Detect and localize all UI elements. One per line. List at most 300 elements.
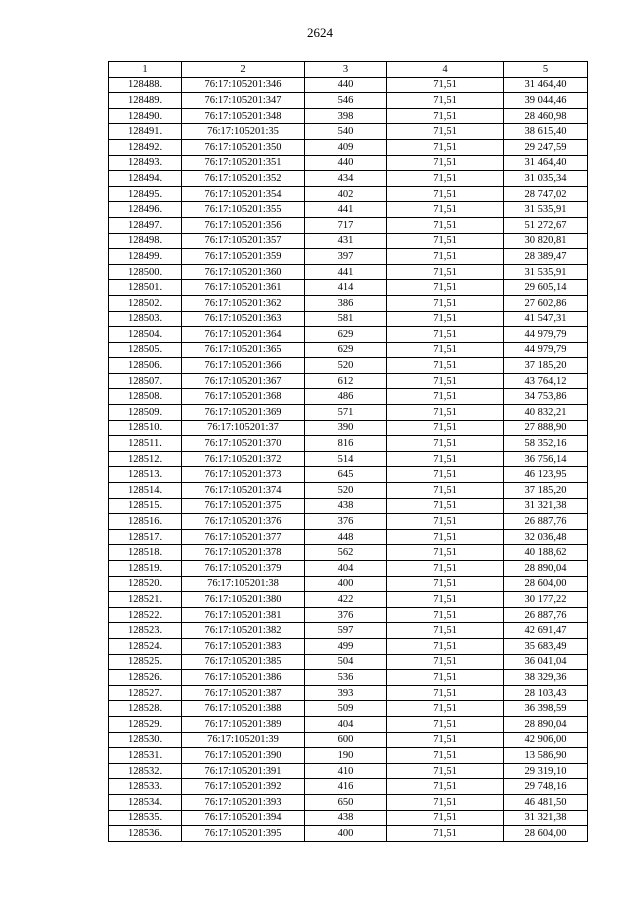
value-cell: 36 398,59 xyxy=(504,701,588,717)
table-row xyxy=(109,249,588,265)
table-row xyxy=(109,451,588,467)
value-cell: 13 586,90 xyxy=(504,748,588,764)
value-cell: 51 272,67 xyxy=(504,217,588,233)
value-cell: 36 756,14 xyxy=(504,451,588,467)
row-number-cell: 128490. xyxy=(109,108,182,124)
area-cell: 190 xyxy=(305,748,387,764)
row-number-cell: 128488. xyxy=(109,77,182,93)
row-number-cell: 128492. xyxy=(109,139,182,155)
area-cell: 404 xyxy=(305,716,387,732)
area-cell: 438 xyxy=(305,810,387,826)
table-row xyxy=(109,93,588,109)
row-number-cell: 128506. xyxy=(109,358,182,374)
value-cell: 46 481,50 xyxy=(504,794,588,810)
area-cell: 571 xyxy=(305,405,387,421)
area-cell: 397 xyxy=(305,249,387,265)
area-cell: 431 xyxy=(305,233,387,249)
table-row xyxy=(109,779,588,795)
table-row xyxy=(109,763,588,779)
rate-cell: 71,51 xyxy=(387,654,504,670)
cadastral-number-cell: 76:17:105201:374 xyxy=(182,483,305,499)
row-number-cell: 128520. xyxy=(109,576,182,592)
cadastral-number-cell: 76:17:105201:372 xyxy=(182,451,305,467)
row-number-cell: 128507. xyxy=(109,373,182,389)
row-number-cell: 128498. xyxy=(109,233,182,249)
cadastral-number-cell: 76:17:105201:346 xyxy=(182,77,305,93)
value-cell: 30 177,22 xyxy=(504,592,588,608)
row-number-cell: 128512. xyxy=(109,451,182,467)
rate-cell: 71,51 xyxy=(387,716,504,732)
area-cell: 581 xyxy=(305,311,387,327)
area-cell: 540 xyxy=(305,124,387,140)
cadastral-number-cell: 76:17:105201:390 xyxy=(182,748,305,764)
table-row xyxy=(109,295,588,311)
table-row xyxy=(109,171,588,187)
table-row xyxy=(109,592,588,608)
cadastral-number-cell: 76:17:105201:385 xyxy=(182,654,305,670)
table-row xyxy=(109,794,588,810)
cadastral-number-cell: 76:17:105201:395 xyxy=(182,826,305,842)
rate-cell: 71,51 xyxy=(387,483,504,499)
table-row xyxy=(109,139,588,155)
rate-cell: 71,51 xyxy=(387,732,504,748)
area-cell: 717 xyxy=(305,217,387,233)
rate-cell: 71,51 xyxy=(387,155,504,171)
cadastral-number-cell: 76:17:105201:368 xyxy=(182,389,305,405)
cadastral-number-cell: 76:17:105201:365 xyxy=(182,342,305,358)
cadastral-number-cell: 76:17:105201:354 xyxy=(182,186,305,202)
cadastral-number-cell: 76:17:105201:38 xyxy=(182,576,305,592)
value-cell: 31 464,40 xyxy=(504,155,588,171)
value-cell: 28 389,47 xyxy=(504,249,588,265)
table-row xyxy=(109,498,588,514)
row-number-cell: 128531. xyxy=(109,748,182,764)
value-cell: 34 753,86 xyxy=(504,389,588,405)
cadastral-number-cell: 76:17:105201:355 xyxy=(182,202,305,218)
rate-cell: 71,51 xyxy=(387,327,504,343)
table-row xyxy=(109,358,588,374)
table-row xyxy=(109,607,588,623)
rate-cell: 71,51 xyxy=(387,514,504,530)
value-cell: 41 547,31 xyxy=(504,311,588,327)
cadastral-number-cell: 76:17:105201:375 xyxy=(182,498,305,514)
area-cell: 390 xyxy=(305,420,387,436)
area-cell: 414 xyxy=(305,280,387,296)
row-number-cell: 128517. xyxy=(109,529,182,545)
cadastral-number-cell: 76:17:105201:351 xyxy=(182,155,305,171)
rate-cell: 71,51 xyxy=(387,576,504,592)
area-cell: 434 xyxy=(305,171,387,187)
value-cell: 30 820,81 xyxy=(504,233,588,249)
area-cell: 520 xyxy=(305,483,387,499)
rate-cell: 71,51 xyxy=(387,748,504,764)
land-parcel-table xyxy=(108,61,588,842)
row-number-cell: 128514. xyxy=(109,483,182,499)
area-cell: 486 xyxy=(305,389,387,405)
rate-cell: 71,51 xyxy=(387,405,504,421)
value-cell: 31 035,34 xyxy=(504,171,588,187)
table-row xyxy=(109,311,588,327)
row-number-cell: 128500. xyxy=(109,264,182,280)
area-cell: 376 xyxy=(305,514,387,530)
row-number-cell: 128525. xyxy=(109,654,182,670)
value-cell: 36 041,04 xyxy=(504,654,588,670)
rate-cell: 71,51 xyxy=(387,295,504,311)
table-row xyxy=(109,545,588,561)
rate-cell: 71,51 xyxy=(387,685,504,701)
value-cell: 43 764,12 xyxy=(504,373,588,389)
cadastral-number-cell: 76:17:105201:391 xyxy=(182,763,305,779)
rate-cell: 71,51 xyxy=(387,311,504,327)
area-cell: 816 xyxy=(305,436,387,452)
column-header: 1 xyxy=(109,62,182,78)
value-cell: 37 185,20 xyxy=(504,483,588,499)
table-row xyxy=(109,186,588,202)
row-number-cell: 128504. xyxy=(109,327,182,343)
rate-cell: 71,51 xyxy=(387,186,504,202)
value-cell: 42 691,47 xyxy=(504,623,588,639)
area-cell: 409 xyxy=(305,139,387,155)
column-header: 2 xyxy=(182,62,305,78)
rate-cell: 71,51 xyxy=(387,436,504,452)
rate-cell: 71,51 xyxy=(387,202,504,218)
value-cell: 39 044,46 xyxy=(504,93,588,109)
rate-cell: 71,51 xyxy=(387,217,504,233)
area-cell: 441 xyxy=(305,202,387,218)
row-number-cell: 128535. xyxy=(109,810,182,826)
rate-cell: 71,51 xyxy=(387,108,504,124)
row-number-cell: 128529. xyxy=(109,716,182,732)
column-header: 4 xyxy=(387,62,504,78)
table-row xyxy=(109,264,588,280)
rate-cell: 71,51 xyxy=(387,592,504,608)
value-cell: 38 329,36 xyxy=(504,670,588,686)
rate-cell: 71,51 xyxy=(387,763,504,779)
area-cell: 441 xyxy=(305,264,387,280)
value-cell: 26 887,76 xyxy=(504,607,588,623)
row-number-cell: 128521. xyxy=(109,592,182,608)
rate-cell: 71,51 xyxy=(387,794,504,810)
row-number-cell: 128532. xyxy=(109,763,182,779)
cadastral-number-cell: 76:17:105201:362 xyxy=(182,295,305,311)
area-cell: 376 xyxy=(305,607,387,623)
column-header: 5 xyxy=(504,62,588,78)
area-cell: 440 xyxy=(305,155,387,171)
value-cell: 26 887,76 xyxy=(504,514,588,530)
rate-cell: 71,51 xyxy=(387,623,504,639)
row-number-cell: 128489. xyxy=(109,93,182,109)
row-number-cell: 128511. xyxy=(109,436,182,452)
rate-cell: 71,51 xyxy=(387,264,504,280)
cadastral-number-cell: 76:17:105201:357 xyxy=(182,233,305,249)
row-number-cell: 128518. xyxy=(109,545,182,561)
row-number-cell: 128513. xyxy=(109,467,182,483)
area-cell: 514 xyxy=(305,451,387,467)
table-row xyxy=(109,623,588,639)
cadastral-number-cell: 76:17:105201:363 xyxy=(182,311,305,327)
cadastral-number-cell: 76:17:105201:389 xyxy=(182,716,305,732)
cadastral-number-cell: 76:17:105201:388 xyxy=(182,701,305,717)
row-number-cell: 128510. xyxy=(109,420,182,436)
area-cell: 629 xyxy=(305,327,387,343)
cadastral-number-cell: 76:17:105201:381 xyxy=(182,607,305,623)
row-number-cell: 128523. xyxy=(109,623,182,639)
value-cell: 40 188,62 xyxy=(504,545,588,561)
table-header-row xyxy=(109,62,588,78)
table-row xyxy=(109,405,588,421)
area-cell: 400 xyxy=(305,826,387,842)
value-cell: 28 604,00 xyxy=(504,826,588,842)
table-row xyxy=(109,202,588,218)
value-cell: 38 615,40 xyxy=(504,124,588,140)
value-cell: 29 247,59 xyxy=(504,139,588,155)
area-cell: 422 xyxy=(305,592,387,608)
table-row xyxy=(109,124,588,140)
area-cell: 438 xyxy=(305,498,387,514)
value-cell: 27 602,86 xyxy=(504,295,588,311)
area-cell: 410 xyxy=(305,763,387,779)
value-cell: 28 890,04 xyxy=(504,716,588,732)
cadastral-number-cell: 76:17:105201:392 xyxy=(182,779,305,795)
row-number-cell: 128515. xyxy=(109,498,182,514)
cadastral-number-cell: 76:17:105201:382 xyxy=(182,623,305,639)
rate-cell: 71,51 xyxy=(387,529,504,545)
table-row xyxy=(109,716,588,732)
cadastral-number-cell: 76:17:105201:378 xyxy=(182,545,305,561)
table-row xyxy=(109,342,588,358)
cadastral-number-cell: 76:17:105201:35 xyxy=(182,124,305,140)
rate-cell: 71,51 xyxy=(387,358,504,374)
rate-cell: 71,51 xyxy=(387,810,504,826)
row-number-cell: 128530. xyxy=(109,732,182,748)
value-cell: 46 123,95 xyxy=(504,467,588,483)
area-cell: 509 xyxy=(305,701,387,717)
table-row xyxy=(109,155,588,171)
area-cell: 448 xyxy=(305,529,387,545)
cadastral-number-cell: 76:17:105201:352 xyxy=(182,171,305,187)
value-cell: 31 321,38 xyxy=(504,810,588,826)
rate-cell: 71,51 xyxy=(387,342,504,358)
row-number-cell: 128501. xyxy=(109,280,182,296)
value-cell: 28 604,00 xyxy=(504,576,588,592)
table-row xyxy=(109,701,588,717)
row-number-cell: 128516. xyxy=(109,514,182,530)
rate-cell: 71,51 xyxy=(387,779,504,795)
row-number-cell: 128528. xyxy=(109,701,182,717)
table-row xyxy=(109,826,588,842)
area-cell: 440 xyxy=(305,77,387,93)
area-cell: 536 xyxy=(305,670,387,686)
rate-cell: 71,51 xyxy=(387,607,504,623)
area-cell: 402 xyxy=(305,186,387,202)
cadastral-number-cell: 76:17:105201:383 xyxy=(182,638,305,654)
table-row xyxy=(109,685,588,701)
value-cell: 28 890,04 xyxy=(504,561,588,577)
value-cell: 44 979,79 xyxy=(504,327,588,343)
cadastral-number-cell: 76:17:105201:366 xyxy=(182,358,305,374)
value-cell: 28 103,43 xyxy=(504,685,588,701)
page-number: 2624 xyxy=(307,25,333,40)
cadastral-number-cell: 76:17:105201:364 xyxy=(182,327,305,343)
row-number-cell: 128499. xyxy=(109,249,182,265)
cadastral-number-cell: 76:17:105201:39 xyxy=(182,732,305,748)
row-number-cell: 128533. xyxy=(109,779,182,795)
rate-cell: 71,51 xyxy=(387,498,504,514)
value-cell: 35 683,49 xyxy=(504,638,588,654)
row-number-cell: 128519. xyxy=(109,561,182,577)
table-row xyxy=(109,420,588,436)
area-cell: 562 xyxy=(305,545,387,561)
value-cell: 32 036,48 xyxy=(504,529,588,545)
rate-cell: 71,51 xyxy=(387,93,504,109)
value-cell: 58 352,16 xyxy=(504,436,588,452)
rate-cell: 71,51 xyxy=(387,233,504,249)
rate-cell: 71,51 xyxy=(387,77,504,93)
row-number-cell: 128496. xyxy=(109,202,182,218)
area-cell: 404 xyxy=(305,561,387,577)
rate-cell: 71,51 xyxy=(387,420,504,436)
cadastral-number-cell: 76:17:105201:360 xyxy=(182,264,305,280)
value-cell: 29 748,16 xyxy=(504,779,588,795)
row-number-cell: 128491. xyxy=(109,124,182,140)
area-cell: 546 xyxy=(305,93,387,109)
cadastral-number-cell: 76:17:105201:387 xyxy=(182,685,305,701)
rate-cell: 71,51 xyxy=(387,373,504,389)
cadastral-number-cell: 76:17:105201:348 xyxy=(182,108,305,124)
table-row xyxy=(109,233,588,249)
area-cell: 645 xyxy=(305,467,387,483)
rate-cell: 71,51 xyxy=(387,826,504,842)
row-number-cell: 128505. xyxy=(109,342,182,358)
cadastral-number-cell: 76:17:105201:347 xyxy=(182,93,305,109)
table-row xyxy=(109,77,588,93)
value-cell: 28 460,98 xyxy=(504,108,588,124)
rate-cell: 71,51 xyxy=(387,561,504,577)
value-cell: 31 535,91 xyxy=(504,202,588,218)
table-row xyxy=(109,654,588,670)
rate-cell: 71,51 xyxy=(387,139,504,155)
row-number-cell: 128524. xyxy=(109,638,182,654)
table-row xyxy=(109,467,588,483)
rate-cell: 71,51 xyxy=(387,670,504,686)
area-cell: 597 xyxy=(305,623,387,639)
area-cell: 629 xyxy=(305,342,387,358)
cadastral-number-cell: 76:17:105201:350 xyxy=(182,139,305,155)
table-row xyxy=(109,670,588,686)
table-row xyxy=(109,436,588,452)
table-row xyxy=(109,732,588,748)
rate-cell: 71,51 xyxy=(387,467,504,483)
rate-cell: 71,51 xyxy=(387,638,504,654)
table-row xyxy=(109,483,588,499)
row-number-cell: 128503. xyxy=(109,311,182,327)
area-cell: 393 xyxy=(305,685,387,701)
row-number-cell: 128534. xyxy=(109,794,182,810)
rate-cell: 71,51 xyxy=(387,389,504,405)
cadastral-number-cell: 76:17:105201:37 xyxy=(182,420,305,436)
value-cell: 44 979,79 xyxy=(504,342,588,358)
cadastral-number-cell: 76:17:105201:361 xyxy=(182,280,305,296)
cadastral-number-cell: 76:17:105201:359 xyxy=(182,249,305,265)
value-cell: 29 605,14 xyxy=(504,280,588,296)
area-cell: 416 xyxy=(305,779,387,795)
table-row xyxy=(109,389,588,405)
rate-cell: 71,51 xyxy=(387,451,504,467)
value-cell: 37 185,20 xyxy=(504,358,588,374)
rate-cell: 71,51 xyxy=(387,545,504,561)
table-row xyxy=(109,810,588,826)
area-cell: 650 xyxy=(305,794,387,810)
cadastral-number-cell: 76:17:105201:367 xyxy=(182,373,305,389)
area-cell: 386 xyxy=(305,295,387,311)
rate-cell: 71,51 xyxy=(387,249,504,265)
area-cell: 398 xyxy=(305,108,387,124)
table-row xyxy=(109,529,588,545)
cadastral-number-cell: 76:17:105201:379 xyxy=(182,561,305,577)
cadastral-number-cell: 76:17:105201:377 xyxy=(182,529,305,545)
rate-cell: 71,51 xyxy=(387,124,504,140)
cadastral-number-cell: 76:17:105201:386 xyxy=(182,670,305,686)
value-cell: 29 319,10 xyxy=(504,763,588,779)
row-number-cell: 128527. xyxy=(109,685,182,701)
table-row xyxy=(109,514,588,530)
value-cell: 28 747,02 xyxy=(504,186,588,202)
area-cell: 600 xyxy=(305,732,387,748)
rate-cell: 71,51 xyxy=(387,171,504,187)
row-number-cell: 128526. xyxy=(109,670,182,686)
table-row xyxy=(109,748,588,764)
rate-cell: 71,51 xyxy=(387,280,504,296)
area-cell: 400 xyxy=(305,576,387,592)
row-number-cell: 128509. xyxy=(109,405,182,421)
row-number-cell: 128494. xyxy=(109,171,182,187)
table-row xyxy=(109,327,588,343)
cadastral-number-cell: 76:17:105201:376 xyxy=(182,514,305,530)
cadastral-number-cell: 76:17:105201:373 xyxy=(182,467,305,483)
value-cell: 31 321,38 xyxy=(504,498,588,514)
row-number-cell: 128508. xyxy=(109,389,182,405)
table-body xyxy=(109,77,588,841)
table-row xyxy=(109,108,588,124)
row-number-cell: 128495. xyxy=(109,186,182,202)
cadastral-number-cell: 76:17:105201:394 xyxy=(182,810,305,826)
value-cell: 42 906,00 xyxy=(504,732,588,748)
column-header: 3 xyxy=(305,62,387,78)
value-cell: 31 535,91 xyxy=(504,264,588,280)
area-cell: 499 xyxy=(305,638,387,654)
cadastral-number-cell: 76:17:105201:380 xyxy=(182,592,305,608)
table-row xyxy=(109,217,588,233)
row-number-cell: 128497. xyxy=(109,217,182,233)
area-cell: 520 xyxy=(305,358,387,374)
area-cell: 612 xyxy=(305,373,387,389)
value-cell: 31 464,40 xyxy=(504,77,588,93)
value-cell: 27 888,90 xyxy=(504,420,588,436)
area-cell: 504 xyxy=(305,654,387,670)
table-row xyxy=(109,638,588,654)
table-row xyxy=(109,576,588,592)
table-row xyxy=(109,280,588,296)
row-number-cell: 128493. xyxy=(109,155,182,171)
cadastral-number-cell: 76:17:105201:370 xyxy=(182,436,305,452)
rate-cell: 71,51 xyxy=(387,701,504,717)
row-number-cell: 128502. xyxy=(109,295,182,311)
cadastral-number-cell: 76:17:105201:393 xyxy=(182,794,305,810)
table-row xyxy=(109,373,588,389)
cadastral-number-cell: 76:17:105201:369 xyxy=(182,405,305,421)
cadastral-number-cell: 76:17:105201:356 xyxy=(182,217,305,233)
row-number-cell: 128522. xyxy=(109,607,182,623)
